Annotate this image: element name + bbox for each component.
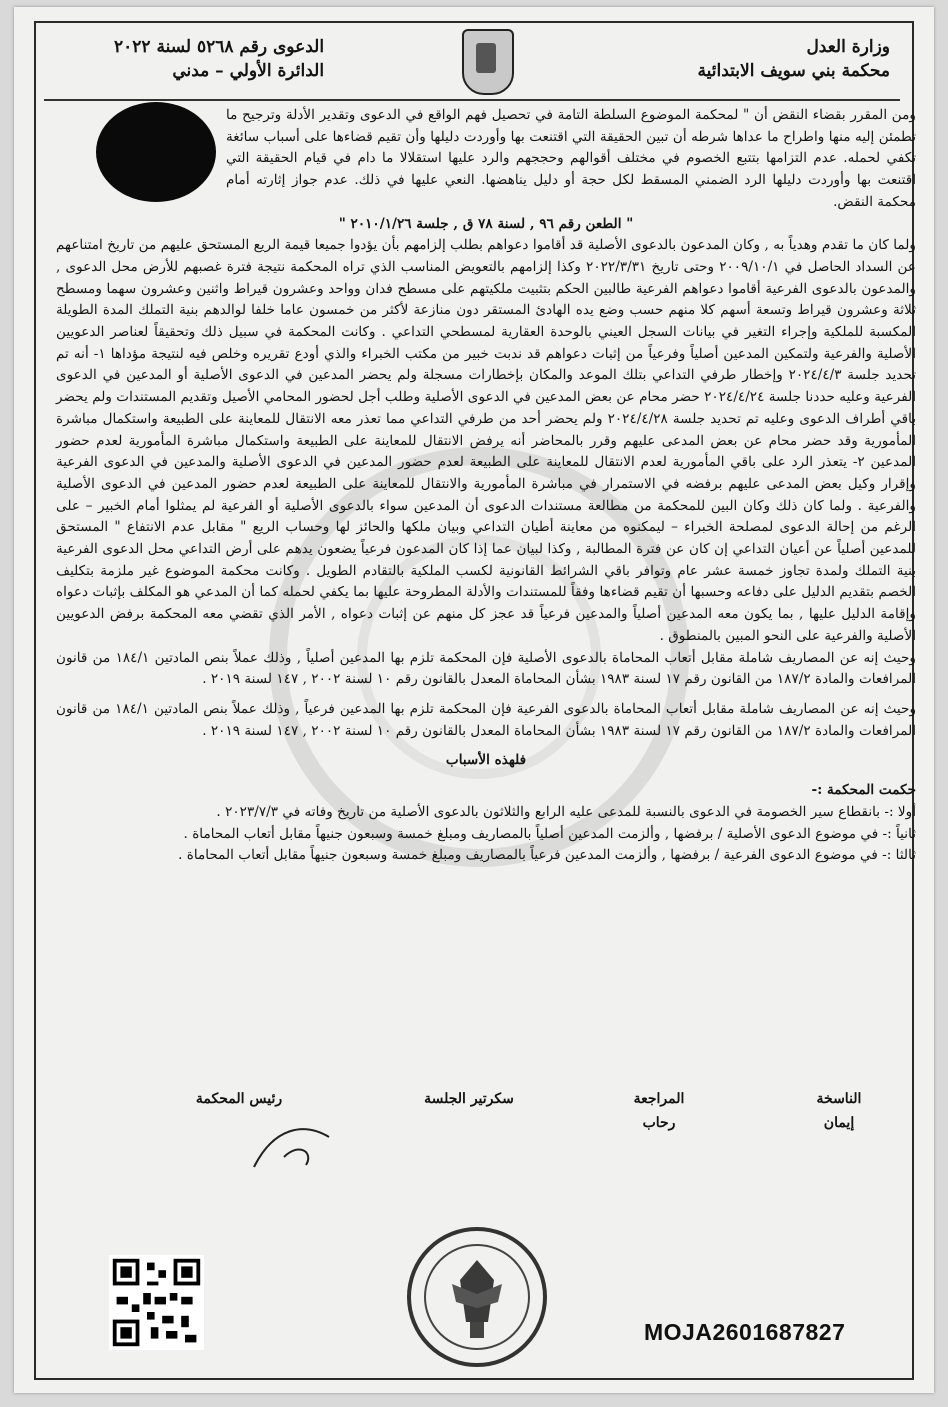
- paragraph-1: ومن المقرر بقضاء النقض أن " لمحكمة الموضوع السلطة التامة في تحصيل فهم الواقع في الدعوى وتقدير الأدلة وترجيح ما تطمئن إليه منها واطراح ما عداها شرطه أن تبين الحقيقة التي اقتنعت بها وأوردت دليلها وأن تقيم قضاءها على أسباب سائغة تكفي لحمله. عدم التزامها بتتبع الخصوم في مختلف أقوالهم وحججهم والرد عليها استقلالا ما دام في قيام الحقيقة التي اقتنعت بها وأوردت دليلها الرد الضمني المسقط لكل حجة أو دليل يناهضها. النعي عليها في ذلك. عدم جواز إثارته أمام محكمة النقض.: [226, 107, 916, 210]
- president-title: رئيس المحكمة: [195, 1091, 283, 1107]
- court-seal-stamp: [402, 1222, 552, 1372]
- reviewer-signature: [584, 1087, 734, 1135]
- header-divider: [44, 99, 900, 101]
- document-serial-number: MOJA2601687827: [644, 1319, 846, 1345]
- reviewer-title: المراجعة: [633, 1091, 685, 1107]
- reasons-heading: فلهذه الأسباب: [445, 752, 527, 769]
- header-court-block: [698, 35, 890, 83]
- paragraph-3: وحيث إنه عن المصاريف شاملة مقابل أتعاب المحاماة بالدعوى الأصلية فإن المحكمة تلزم بها المدعين أصلياً , وذلك عملاً بنص المادتين ١٨٤/١ من قانون المرافعات والمادة ١٨٧/٢ من القانون رقم ١٧ لسنة ١٩٨٣ بشأن المحاماة المعدل بالقانون رقم ١٠ لسنة ٢٠٠٢ , ١٤٧ لسنة ٢٠١٩ .: [56, 649, 916, 688]
- copyist-name: إيمان: [823, 1115, 855, 1131]
- court-name: محكمة بني سويف الابتدائية: [697, 61, 890, 81]
- document-header: [44, 29, 900, 99]
- ministry-emblem-icon: [462, 29, 514, 95]
- judgment-item-3: ثالثا :- في موضوع الدعوى الفرعية / برفضها , وألزمت المدعين فرعياً بالمصاريف ومبلغ خمسة وسبعون جنيهاً مقابل أتعاب المحاماة .: [178, 847, 916, 864]
- ministry-name: وزارة العدل: [806, 37, 890, 57]
- judgment-item-2: ثانياً :- في موضوع الدعوى الأصلية / برفضها , وألزمت المدعين أصلياً بالمصاريف ومبلغ خمسة وسبعون جنيهاً مقابل أتعاب المحاماة .: [183, 825, 916, 842]
- judgment-body: [56, 105, 916, 867]
- secretary-signature: [394, 1087, 544, 1111]
- circuit-name: الدائرة الأولي – مدني: [172, 61, 325, 81]
- copyist-title: الناسخة: [816, 1091, 862, 1107]
- president-signature: [164, 1087, 314, 1111]
- document-page: [14, 7, 934, 1393]
- cassation-citation: " الطعن رقم ٩٦ , لسنة ٧٨ ق , جلسة ٢٠١٠/١/٢٦ ": [338, 215, 634, 232]
- header-case-block: [114, 35, 324, 83]
- signature-row: [54, 1087, 914, 1147]
- secretary-title: سكرتير الجلسة: [424, 1091, 514, 1107]
- copyist-signature: [764, 1087, 914, 1135]
- judgment-title: حكمت المحكمة :-: [811, 782, 916, 799]
- president-signature-scribble: [244, 1117, 344, 1177]
- case-number: الدعوى رقم ٥٢٦٨ لسنة ٢٠٢٢: [114, 37, 325, 57]
- paragraph-4: وحيث إنه عن المصاريف شاملة مقابل أتعاب المحاماة بالدعوى الفرعية فإن المحكمة تلزم بها المدعين فرعياً , وذلك عملاً بنص المادتين ١٨٤/١ من قانون المرافعات والمادة ١٨٧/٢ من القانون رقم ١٧ لسنة ١٩٨٣ بشأن المحاماة المعدل بالقانون رقم ١٠ لسنة ٢٠٠٢ , ١٤٧ لسنة ٢٠١٩ .: [56, 700, 917, 739]
- reviewer-name: رحاب: [642, 1115, 676, 1131]
- judgment-item-1: أولا :- بانقطاع سير الخصومة في الدعوى بالنسبة للمدعى عليه الرابع والثلاثون بالدعوى الأصلية من تاريخ وفاته في ٢٠٢٣/٧/٣ .: [216, 803, 916, 820]
- paragraph-2: ولما كان ما تقدم وهدياً به , وكان المدعون بالدعوى الأصلية قد أقاموا دعواهم بطلب إلزامهم بأن يؤدوا جميعا قيمة الريع المستحق عليهم من تاريخ امتناعهم عن السداد الحاصل في ٢٠٠٩/١٠/١ وحتى تاريخ ٢٠٢٢/٣/٣١ وكذا إلزامهم بالتعويض المناسب الذي تراه المحكمة نتيجة فترة غصبهم للأرض محل الدعوى , والمدعون بالدعوى الفرعية أقاموا دعواهم الفرعية طالبين الحكم بتثبيت ملكيتهم على مسطح فدان وواحد وعشرون قيراط واثنين وعشرون سهما ومسطح ثلاثة وعشرون قيراط وتسعة أسهم كلا منهم حسب وضع يده الهادئ المستقر دون منازعة لأكثر من خمسون عاما خلفا لوالدهم بنية التملك المدة الطويلة المكسبة للملكية وإجراء التغير في بيانات السجل العيني بالوحدة العقارية لمسطحي التداعي . وكانت المحكمة في سبيل ذلك وتحقيقاً لعناصر الدعويين الأصلية والفرعية ولتمكين المدعين أصلياً وفرعياً من إثبات دعواهم قد ندبت خبير من مكتب الخبراء والذي أودع تقريره وخلص فيه لنتيجة مؤداها ١- أنه تم تحديد جلسة ٢٠٢٤/٤/٣ وإخطار طرفي التداعي بتلك الموعد والمكان بإخطارات مسجلة ولم يحضر المدعين في الدعوى الأصلية أو المدعين في الدعوى الفرعية وعليه حددنا جلسة ٢٠٢٤/٤/٢٤ حضر محام عن بعض المدعين في الدعوى الأصلية وطلب أجل لحضور المحامي الأصيل وتقديم المستندات ولم يحضر باقي أطراف الدعوى وعليه تم تحديد جلسة ٢٠٢٤/٤/٢٨ ولم يحضر أحد من طرفي التداعي مما تعذر معه الانتقال للمعاينة على الطبيعة واستكمال مباشرة المأمورية وقد حضر محام عن بعض المدعى عليهم وقرر بالمحاضر أنه يرفض الانتقال للمعاينة على الطبيعة واستكمال مباشرة المأمورية لعدم حضور المدعين ٢- يتعذر الرد على باقي المأمورية لعدم الانتقال للمعاينة على الطبيعة لعدم حضور المدعين في الدعوى الأصلية والمدعين في الدعوى الفرعية وإقرار وكيل بعض المدعى عليهم برفضه في الاستمرار في مباشرة المأمورية والانتقال للمعاينة على الطبيعة لعدم حضور المدعين في الدعوى الأصلية والفرعية . ولما كان ذلك وكان البين للمحكمة من مطالعة مستندات الدعوى أن المدعين سواء بالدعوى الأصلية أو الفرعية لم يمثلوا أمام الخبير – على الرغم من إحالة الدعوى لمصلحة الخبراء – ليمكنوه من معاينة أطيان التداعي وبيان ملكها والحائز لها وحساب الريع " مقابل عدم الانتفاع " المستحق للمدعين أصلياً عن أعيان التداعي إن كان عن فترة المطالبة , وكذا لبيان عما إذا كان المدعون فرعياً يضعون يدهم على أرض التداعي محل الدعوى الفرعية بنية التملك ولمدة تجاوز خمسة عشر عام وتوافر باقي الشرائط القانونية لكسب الملكية بالتقادم الطويل . وكانت محكمة الموضوع غير ملزمة بتكليف الخصم بتقديم الدليل على دفاعه وحسبها أن تقيم قضاءها وفقاً للمستندات والأدلة المطروحة عليها بما يكفي لحمله كما أن المدعي هو المكلف بإثبات دعواه وإقامة الدليل عليها , بما يكون معه المدعين أصلياً والمدعين فرعياً قد عجز كل منهم عن إثبات دعواه , الأمر الذي تقضي معه المحكمة برفض الدعويين الأصلية والفرعية على النحو المبين بالمنطوق .: [56, 237, 917, 644]
- qr-code-icon: [109, 1255, 204, 1350]
